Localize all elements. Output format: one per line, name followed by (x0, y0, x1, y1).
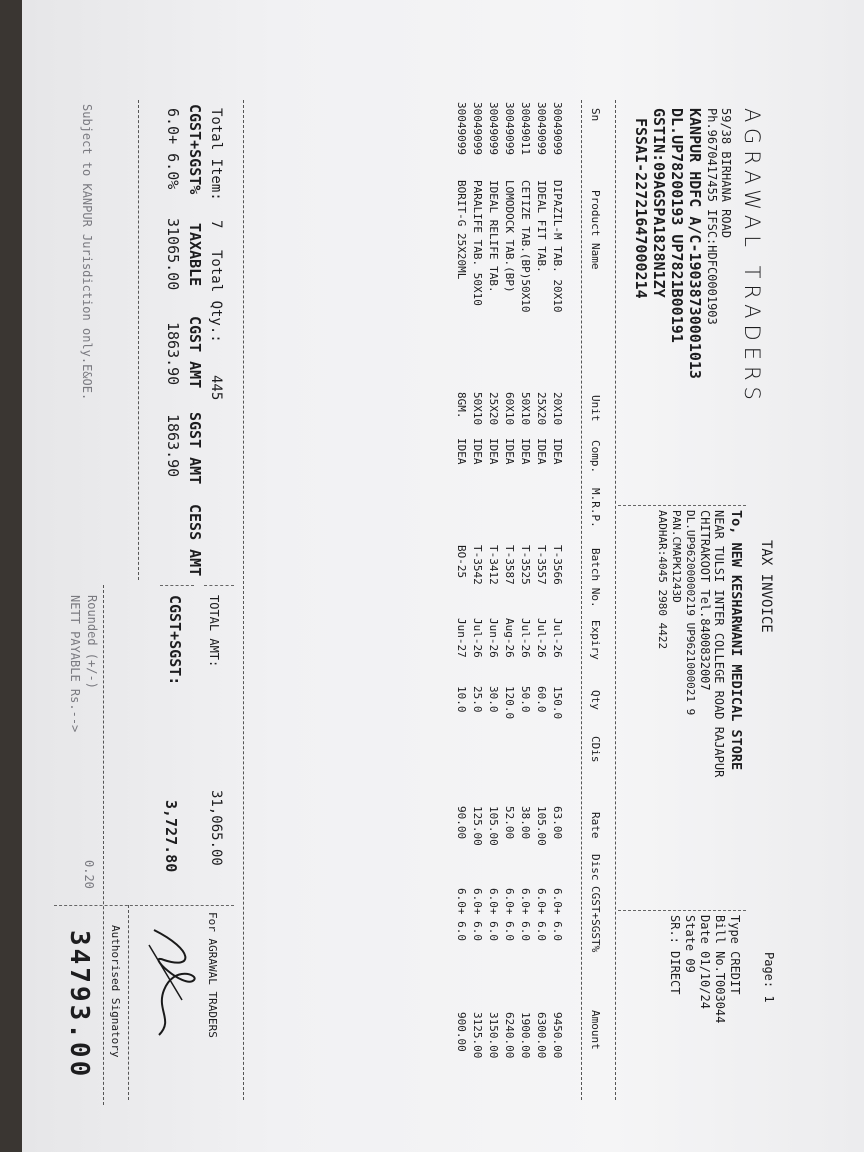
tax-head-taxable: TAXABLE (186, 223, 204, 287)
cell-hsn: 30049099 (455, 102, 468, 155)
total-divider (204, 585, 234, 586)
cell-expiry: Jul-26 (551, 618, 564, 658)
cell-amount: 900.00 (455, 1012, 468, 1052)
col-dis: CDis (589, 736, 602, 763)
cell-unit: 25X20 (535, 392, 548, 426)
authorised-signatory: Authorised Signatory (109, 925, 122, 1058)
col-product: Product Name (589, 190, 602, 270)
total-items: 7 (208, 220, 224, 229)
seller-fssai: FSSAI-22721647000214 (632, 118, 650, 299)
cell-unit: 50X10 (471, 392, 484, 426)
cell-batch: T-3557 (535, 545, 548, 585)
cell-qty: 120.0 (503, 686, 516, 720)
col-comp: Comp. (589, 440, 602, 474)
cell-product: BORIT-G 25X20ML (455, 180, 468, 280)
buyer-address: NEAR TULSI INTER COLLEGE ROAD RAJAPUR (712, 510, 726, 778)
cell-comp: IDEA (519, 438, 532, 465)
signature-mark (134, 920, 204, 1040)
cell-comp: IDEA (487, 438, 500, 465)
page-number: Page: 1 (762, 952, 776, 1003)
cell-batch: T-3566 (551, 545, 564, 585)
cell-rate: 38.00 (519, 806, 532, 840)
seller-phone: Ph.9670417455 IFSC:HDFC0001903 (705, 108, 719, 325)
col-unit: Unit (589, 395, 602, 422)
cell-comp: IDEA (455, 438, 468, 465)
cell-expiry: Jul-26 (519, 618, 532, 658)
footer-rule (138, 100, 139, 580)
cell-product: DIPAZIL-M TAB. 20X10 (551, 180, 564, 313)
cell-amount: 3150.00 (487, 1012, 500, 1059)
cell-rate: 105.00 (487, 806, 500, 846)
total-amt: 31,065.00 (208, 790, 224, 866)
cell-comp: IDEA (503, 438, 516, 465)
cgst-sgst-label: CGST+SGST: (166, 595, 184, 686)
cell-qty: 50.0 (519, 686, 532, 713)
cell-batch: T-3412 (487, 545, 500, 585)
cell-amount: 9450.00 (551, 1012, 564, 1059)
rounded-amount: 0.20 (82, 860, 96, 889)
cell-expiry: Aug-26 (503, 618, 516, 658)
seller-name: AGRAWAL TRADERS (740, 108, 764, 406)
col-batch: Batch No. (589, 548, 602, 608)
tax-cgst: 1863.90 (164, 322, 182, 386)
col-expiry: Expiry (589, 620, 602, 660)
cell-gst: 6.0+ 6.0 (471, 888, 484, 941)
rounded-label: Rounded (+/-) (85, 595, 99, 689)
table-top-rule (615, 100, 616, 1100)
tax-rate: 6.0+ 6.0% (164, 108, 182, 190)
table-header-rule (581, 100, 582, 1100)
cell-hsn: 30049099 (535, 102, 548, 155)
cell-unit: 20X10 (551, 392, 564, 426)
buyer-aadhar: AADHAR:4045 2980 4422 (656, 510, 669, 650)
invoice-date: Date 01/10/24 (698, 915, 712, 1009)
cell-product: IDEAL RELIFE TAB. (487, 180, 500, 293)
invoice-sheet (22, 0, 864, 1152)
nett-label: NETT PAYABLE Rs.--> (68, 595, 82, 733)
cell-qty: 25.0 (471, 686, 484, 713)
total-qty: 445 (208, 375, 224, 401)
cell-gst: 6.0+ 6.0 (455, 888, 468, 941)
cell-unit: 50X10 (519, 392, 532, 426)
buyer-dl: DL.UP96200000219 UP9621000021 9 (684, 510, 697, 716)
cell-rate: 52.00 (503, 806, 516, 840)
total-qty-label: Total Qty.: (208, 250, 224, 343)
cell-amount: 3125.00 (471, 1012, 484, 1059)
col-amount: Amount (589, 1010, 602, 1050)
seller-address: 59/38 BIRHANA ROAD (719, 108, 733, 239)
tax-taxable: 31065.00 (164, 218, 182, 291)
table-bottom-rule (243, 100, 244, 1100)
cell-product: IDEAL FIT TAB. (535, 180, 548, 273)
cell-qty: 30.0 (487, 686, 500, 713)
cell-comp: IDEA (551, 438, 564, 465)
cell-rate: 63.00 (551, 806, 564, 840)
cell-amount: 6240.00 (503, 1012, 516, 1059)
signatory-rule (128, 905, 129, 1100)
cell-product: LOMODOCK TAB.(BP) (503, 180, 516, 293)
cell-hsn: 30049099 (503, 102, 516, 155)
cell-batch: T-3525 (519, 545, 532, 585)
cell-hsn: 30049099 (487, 102, 500, 155)
tax-head-cgst: CGST AMT (186, 316, 204, 389)
tax-head-cess: CESS AMT (186, 504, 204, 577)
state-code: State 09 (683, 915, 697, 973)
sign-divider (54, 905, 234, 906)
sales-rep: SR.: DIRECT (668, 915, 682, 995)
cell-gst: 6.0+ 6.0 (487, 888, 500, 941)
seller-bank: KANPUR HDFC A/C-19038730001013 (686, 108, 704, 379)
col-disc: Disc (589, 854, 602, 881)
cell-comp: IDEA (535, 438, 548, 465)
cell-qty: 150.0 (551, 686, 564, 720)
col-rate: Rate (589, 812, 602, 839)
cell-expiry: Jun-27 (455, 618, 468, 658)
cell-gst: 6.0+ 6.0 (535, 888, 548, 941)
tax-sgst: 1863.90 (164, 414, 182, 478)
paper-photo (22, 0, 864, 1152)
cell-batch: T-3587 (503, 545, 516, 585)
cell-unit: 8GM. (455, 392, 468, 419)
buyer-city: CHITRAKOOT Tel.8400832007 (698, 510, 712, 691)
col-mrp: M.R.P. (589, 488, 602, 528)
nett-payable: 34793.00 (64, 930, 94, 1080)
cell-qty: 10.0 (455, 686, 468, 713)
cell-unit: 25X20 (487, 392, 500, 426)
buyer-divider (618, 505, 746, 506)
meta-divider (618, 910, 746, 911)
buyer-name: To, NEW KESHARWANI MEDICAL STORE (728, 510, 744, 771)
cgst-sgst-amount: 3,727.80 (162, 800, 180, 873)
cell-expiry: Jul-26 (535, 618, 548, 658)
cell-comp: IDEA (471, 438, 484, 465)
cell-rate: 125.00 (471, 806, 484, 846)
cell-gst: 6.0+ 6.0 (551, 888, 564, 941)
cell-hsn: 30049011 (519, 102, 532, 155)
cell-product: PARALIFE TAB. 50X10 (471, 180, 484, 306)
cell-expiry: Jul-26 (471, 618, 484, 658)
invoice-type: Type CREDIT (728, 915, 742, 995)
col-gst: CGST+SGST% (589, 886, 602, 953)
cell-rate: 90.00 (455, 806, 468, 840)
cell-gst: 6.0+ 6.0 (519, 888, 532, 941)
cell-product: CETIZE TAB.(BP)50X10 (519, 180, 532, 313)
total-items-label: Total Item: (208, 108, 224, 201)
cell-gst: 6.0+ 6.0 (503, 888, 516, 941)
for-label: For AGRAWAL TRADERS (206, 912, 219, 1038)
buyer-pan: PAN.CMAPK1243D (670, 510, 683, 603)
cell-hsn: 30049099 (551, 102, 564, 155)
tax-head-sgst: SGST AMT (186, 412, 204, 485)
cell-expiry: Jun-26 (487, 618, 500, 658)
col-qty: Qty (589, 690, 602, 710)
cell-hsn: 30049099 (471, 102, 484, 155)
cell-batch: BO-25 (455, 545, 468, 579)
col-sn: Sn (589, 108, 602, 122)
cell-amount: 1900.00 (519, 1012, 532, 1059)
round-rule (103, 585, 104, 1105)
cell-qty: 60.0 (535, 686, 548, 713)
seller-gstin: GSTIN:09AGSPA1828N1ZY (650, 108, 668, 298)
cell-amount: 6300.00 (535, 1012, 548, 1059)
gst-divider (160, 585, 194, 586)
seller-dl: DL.UP78200193 UP7821B00191 (668, 108, 686, 343)
cell-rate: 105.00 (535, 806, 548, 846)
invoice-title: TAX INVOICE (758, 540, 774, 633)
jurisdiction-note: Subject to KANPUR Jurisdiction only.E&OE. (80, 104, 94, 401)
tax-head-gst: CGST+SGST% (186, 104, 204, 195)
cell-batch: T-3542 (471, 545, 484, 585)
cell-unit: 60X10 (503, 392, 516, 426)
bill-number: Bill No.T003044 (713, 915, 727, 1024)
total-amt-label: TOTAL AMT: (207, 595, 221, 668)
